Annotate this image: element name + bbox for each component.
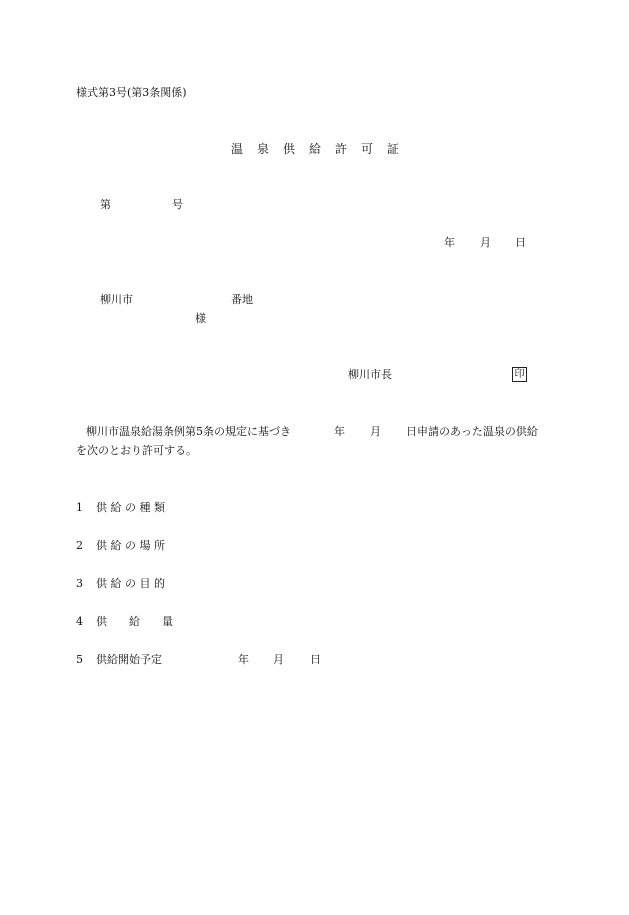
body-text-year: 年 [334,425,345,438]
issuer-name: 柳川市長 [348,368,392,381]
recipient-city: 柳川市 [100,293,133,306]
title-char: 供 [282,142,295,156]
item-label-start-date: 供給開始予定 [96,653,162,666]
start-date-day: 日 [310,653,321,666]
start-date-year: 年 [238,653,249,666]
issue-date-year: 年 [444,236,455,249]
start-date-month: 月 [273,653,284,666]
title-char: 泉 [256,142,269,156]
item-number-3: 3 [76,577,83,590]
body-text-line2: を次のとおり許可する。 [76,444,197,457]
item-label-supply-purpose: 供 給 の 目 的 [96,577,165,590]
item-label-supply-place: 供 給 の 場 所 [96,539,165,552]
form-number-label: 様式第3号(第3条関係) [76,86,187,99]
recipient-lot: 番地 [231,293,253,306]
item-number-2: 2 [76,539,83,552]
title-char: 証 [387,142,400,156]
title-char: 温 [230,142,243,156]
item-number-4: 4 [76,615,83,628]
title-char: 可 [361,142,374,156]
item-number-5: 5 [76,653,83,666]
seal-mark: 印 [512,367,527,382]
item-label-supply-type: 供 給 の 種 類 [96,501,165,514]
body-text-line1-part2: 日申請のあった温泉の供給 [406,425,538,438]
item-label-supply-amount: 供 給 量 [96,615,173,628]
recipient-honorific: 様 [195,312,206,325]
permit-number-prefix: 第 [100,198,111,211]
item-number-1: 1 [76,501,83,514]
title-char: 給 [308,142,321,156]
title-char: 許 [335,142,348,156]
body-text-month: 月 [370,425,381,438]
issue-date-day: 日 [515,236,526,249]
document-title [0,141,630,157]
body-text-line1-part1: 柳川市温泉給湯条例第5条の規定に基づき [86,425,291,438]
permit-number-suffix: 号 [172,198,183,211]
issue-date-month: 月 [480,236,491,249]
